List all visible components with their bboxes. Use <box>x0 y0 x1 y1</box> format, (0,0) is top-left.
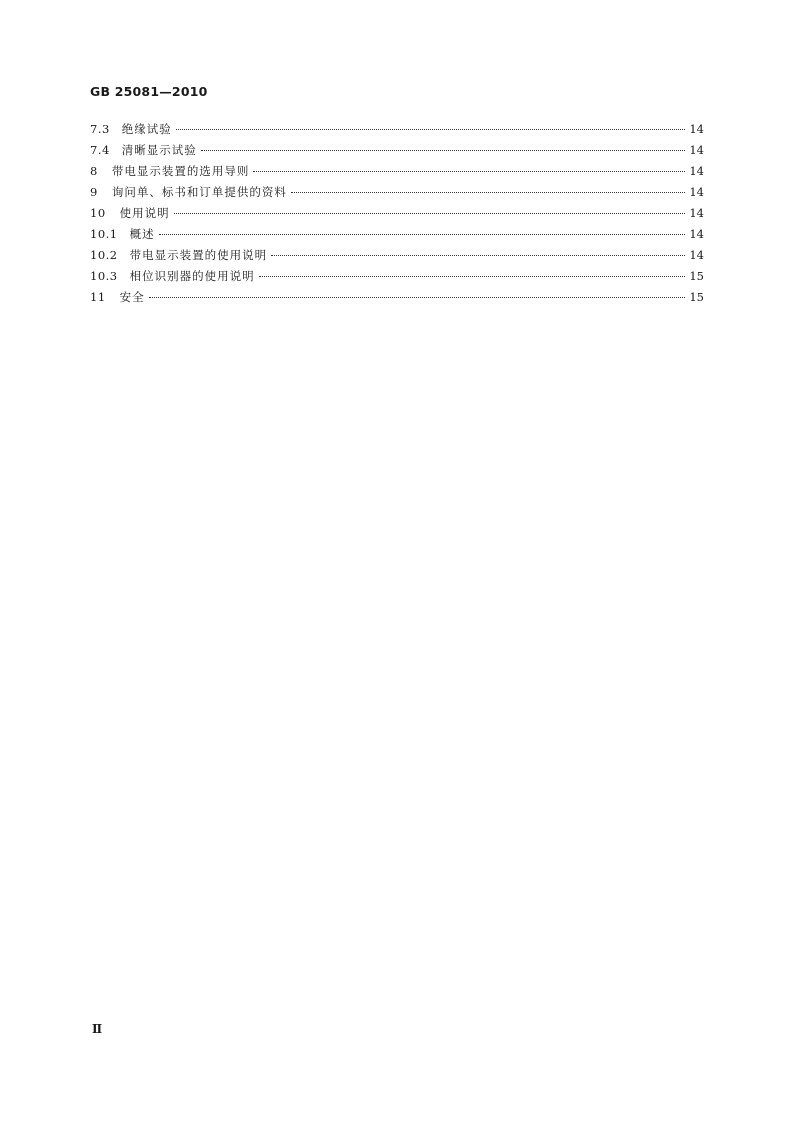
toc-entry-7-3[interactable] <box>90 119 704 140</box>
toc-entry-8[interactable] <box>90 161 704 182</box>
toc-entry-title: 绝缘试验 <box>121 122 172 136</box>
table-of-contents <box>90 119 704 308</box>
toc-entry-11[interactable] <box>90 287 704 308</box>
leader-dots <box>271 255 685 256</box>
toc-entry-page: 14 <box>689 227 704 241</box>
toc-entry-page: 14 <box>689 122 704 136</box>
toc-entry-number: 10 <box>90 206 106 220</box>
leader-dots <box>159 234 686 235</box>
toc-entry-page: 15 <box>689 290 704 304</box>
toc-entry-title: 带电显示装置的使用说明 <box>129 248 268 262</box>
toc-entry-page: 14 <box>689 206 704 220</box>
toc-entry-number: 7.4 <box>90 143 110 157</box>
toc-entry-number: 10.3 <box>90 269 118 283</box>
toc-entry-10[interactable] <box>90 203 704 224</box>
page-number-roman: Ⅱ <box>92 1022 103 1036</box>
toc-entry-title: 带电显示装置的选用导则 <box>111 164 250 178</box>
toc-entry-number: 10.1 <box>90 227 118 241</box>
toc-entry-title: 使用说明 <box>119 206 170 220</box>
toc-entry-number: 7.3 <box>90 122 110 136</box>
toc-entry-number: 8 <box>90 164 98 178</box>
toc-entry-number: 10.2 <box>90 248 118 262</box>
toc-entry-page: 14 <box>689 143 704 157</box>
toc-entry-page: 15 <box>689 269 704 283</box>
leader-dots <box>253 171 685 172</box>
leader-dots <box>174 213 686 214</box>
leader-dots <box>259 276 686 277</box>
toc-entry-10-3[interactable] <box>90 266 704 287</box>
toc-entry-7-4[interactable] <box>90 140 704 161</box>
toc-entry-title: 相位识别器的使用说明 <box>129 269 255 283</box>
toc-entry-number: 11 <box>90 290 106 304</box>
leader-dots <box>176 129 686 130</box>
toc-entry-number: 9 <box>90 185 98 199</box>
leader-dots <box>201 150 686 151</box>
toc-entry-title: 询问单、标书和订单提供的资料 <box>111 185 287 199</box>
toc-entry-title: 清晰显示试验 <box>121 143 197 157</box>
standard-number-header: GB 25081—2010 <box>90 84 208 99</box>
toc-entry-page: 14 <box>689 164 704 178</box>
toc-entry-page: 14 <box>689 185 704 199</box>
leader-dots <box>149 297 686 298</box>
toc-entry-title: 概述 <box>129 227 155 241</box>
toc-entry-title: 安全 <box>119 290 145 304</box>
toc-entry-9[interactable] <box>90 182 704 203</box>
toc-entry-10-1[interactable] <box>90 224 704 245</box>
toc-entry-page: 14 <box>689 248 704 262</box>
toc-entry-10-2[interactable] <box>90 245 704 266</box>
leader-dots <box>291 192 686 193</box>
